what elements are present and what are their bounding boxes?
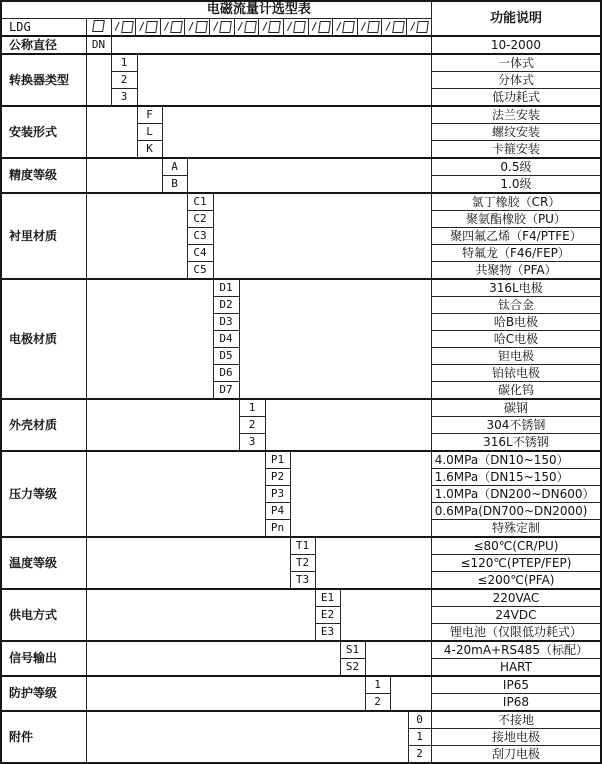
option-code-cell: 1: [111, 54, 137, 72]
category-left-spacer: [86, 193, 187, 279]
option-code-cell: C4: [187, 245, 213, 262]
slash-code-box: /: [235, 19, 260, 35]
option-desc-cell: 10-2000: [431, 36, 601, 54]
slash-code-box: /: [284, 19, 309, 35]
slash-code-box: /: [259, 19, 284, 35]
option-desc-cell: 卡箍安装: [431, 141, 601, 159]
category-label: 公称直径: [1, 36, 86, 54]
option-code-cell: E1: [315, 589, 340, 607]
category-label: 电极材质: [1, 279, 86, 399]
option-code-cell: DN: [86, 36, 111, 54]
function-column-header: 功能说明: [431, 1, 601, 36]
option-desc-cell: 低功耗式: [431, 89, 601, 107]
option-code-cell: 3: [239, 434, 265, 452]
code-box-icon: [121, 21, 134, 33]
option-desc-cell: 4-20mA+RS485（标配）: [431, 641, 601, 659]
option-code-cell: 2: [111, 72, 137, 89]
slash-code-box: /: [112, 19, 137, 35]
option-code-cell: B: [162, 176, 187, 194]
model-code-strip: [111, 19, 431, 37]
option-code-cell: E3: [315, 624, 340, 642]
option-desc-cell: 锂电池（仅限低功耗式）: [431, 624, 601, 642]
code-box-icon: [219, 21, 232, 33]
option-desc-cell: ≤80℃(CR/PU): [431, 537, 601, 555]
slash-code-box: /: [382, 19, 407, 35]
option-code-cell: T1: [290, 537, 315, 555]
option-code-cell: 1: [408, 729, 431, 746]
category-left-spacer: [86, 676, 365, 711]
category-left-spacer: [86, 451, 265, 537]
slash-code-box: /: [333, 19, 358, 35]
option-code-cell: C1: [187, 193, 213, 211]
option-code-cell: F: [137, 106, 162, 124]
option-desc-cell: 1.0MPa（DN200~DN600）: [431, 486, 601, 503]
option-code-cell: D6: [213, 365, 239, 382]
option-desc-cell: 0.5级: [431, 158, 601, 176]
option-code-cell: T3: [290, 572, 315, 590]
category-right-spacer: [365, 641, 431, 676]
category-left-spacer: [86, 589, 315, 641]
option-desc-cell: 316L不锈钢: [431, 434, 601, 452]
category-label: 防护等级: [1, 676, 86, 711]
code-box-icon: [170, 21, 183, 33]
option-code-cell: D1: [213, 279, 239, 297]
option-desc-cell: 不接地: [431, 711, 601, 729]
option-code-cell: 1: [365, 676, 390, 694]
option-desc-cell: 共聚物（PFA）: [431, 262, 601, 280]
code-box-icon: [416, 21, 429, 33]
code-box-icon: [367, 21, 380, 33]
code-box-icon: [392, 21, 405, 33]
option-code-cell: D5: [213, 348, 239, 365]
option-desc-cell: 哈B电极: [431, 314, 601, 331]
option-code-cell: L: [137, 124, 162, 141]
code-box-icon: [269, 21, 282, 33]
category-left-spacer: [86, 54, 111, 106]
code-box-icon: [145, 21, 158, 33]
option-desc-cell: 一体式: [431, 54, 601, 72]
option-code-cell: D4: [213, 331, 239, 348]
option-code-cell: 2: [239, 417, 265, 434]
slash-code-box: /: [358, 19, 383, 35]
option-desc-cell: 聚四氟乙烯（F4/PTFE）: [431, 228, 601, 245]
option-desc-cell: 4.0MPa（DN10~150）: [431, 451, 601, 469]
option-desc-cell: 24VDC: [431, 607, 601, 624]
option-code-cell: A: [162, 158, 187, 176]
category-label: 供电方式: [1, 589, 86, 641]
option-code-cell: T2: [290, 555, 315, 572]
option-desc-cell: 304不锈钢: [431, 417, 601, 434]
option-code-cell: K: [137, 141, 162, 159]
category-right-spacer: [340, 589, 431, 641]
category-right-spacer: [187, 158, 431, 193]
option-code-cell: Pn: [265, 520, 290, 538]
category-label: 外壳材质: [1, 399, 86, 451]
category-right-spacer: [162, 106, 431, 158]
slash-code-box: /: [210, 19, 235, 35]
category-left-spacer: [86, 106, 137, 158]
option-code-cell: 1: [239, 399, 265, 417]
model-code-box: [86, 19, 111, 37]
option-code-cell: D2: [213, 297, 239, 314]
category-right-spacer: [137, 54, 431, 106]
option-code-cell: D3: [213, 314, 239, 331]
option-desc-cell: 220VAC: [431, 589, 601, 607]
category-label: 压力等级: [1, 451, 86, 537]
code-box-icon: [293, 21, 306, 33]
category-left-spacer: [86, 537, 290, 589]
option-desc-cell: ≤120℃(PTEP/FEP): [431, 555, 601, 572]
option-code-cell: P4: [265, 503, 290, 520]
option-desc-cell: 钛合金: [431, 297, 601, 314]
code-box-icon: [244, 21, 257, 33]
slash-code-box: /: [161, 19, 186, 35]
option-desc-cell: 1.0级: [431, 176, 601, 194]
category-label: 温度等级: [1, 537, 86, 589]
category-label: 转换器类型: [1, 54, 86, 106]
option-desc-cell: 特氟龙（F46/FEP）: [431, 245, 601, 262]
option-desc-cell: 铂铱电极: [431, 365, 601, 382]
option-desc-cell: 接地电极: [431, 729, 601, 746]
option-code-cell: P2: [265, 469, 290, 486]
option-code-cell: 2: [365, 694, 390, 712]
category-label: 安装形式: [1, 106, 86, 158]
slash-code-box: /: [185, 19, 210, 35]
category-left-spacer: [86, 399, 239, 451]
option-desc-cell: 哈C电极: [431, 331, 601, 348]
option-code-cell: P3: [265, 486, 290, 503]
category-right-spacer: [111, 36, 431, 54]
model-prefix-label: LDG: [1, 19, 86, 37]
option-desc-cell: 碳钢: [431, 399, 601, 417]
option-code-cell: C2: [187, 211, 213, 228]
slash-code-box: /: [309, 19, 334, 35]
code-box-icon: [195, 21, 208, 33]
slash-code-box: /: [136, 19, 161, 35]
category-label: 附件: [1, 711, 86, 763]
category-label: 衬里材质: [1, 193, 86, 279]
option-desc-cell: IP65: [431, 676, 601, 694]
option-desc-cell: 法兰安装: [431, 106, 601, 124]
option-desc-cell: ≤200℃(PFA): [431, 572, 601, 590]
option-desc-cell: 螺纹安装: [431, 124, 601, 141]
category-right-spacer: [213, 193, 431, 279]
option-desc-cell: 钽电极: [431, 348, 601, 365]
option-code-cell: C5: [187, 262, 213, 280]
option-desc-cell: 316L电极: [431, 279, 601, 297]
category-left-spacer: [86, 158, 162, 193]
option-code-cell: 2: [408, 746, 431, 764]
category-left-spacer: [86, 711, 408, 763]
category-left-spacer: [86, 279, 213, 399]
category-right-spacer: [265, 399, 431, 451]
option-desc-cell: HART: [431, 659, 601, 677]
option-code-cell: S2: [340, 659, 365, 677]
option-code-cell: C3: [187, 228, 213, 245]
sheet-title: 电磁流量计选型表: [1, 1, 431, 19]
option-code-cell: S1: [340, 641, 365, 659]
option-desc-cell: 氯丁橡胶（CR）: [431, 193, 601, 211]
option-desc-cell: 1.6MPa（DN15~150）: [431, 469, 601, 486]
category-right-spacer: [390, 676, 431, 711]
option-desc-cell: 碳化钨: [431, 382, 601, 400]
code-box-icon: [92, 20, 105, 32]
category-label: 精度等级: [1, 158, 86, 193]
category-right-spacer: [239, 279, 431, 399]
option-code-cell: P1: [265, 451, 290, 469]
category-label: 信号输出: [1, 641, 86, 676]
option-desc-cell: 聚氨酯橡胶（PU）: [431, 211, 601, 228]
code-box-icon: [342, 21, 355, 33]
option-desc-cell: IP68: [431, 694, 601, 712]
option-desc-cell: 分体式: [431, 72, 601, 89]
option-code-cell: 0: [408, 711, 431, 729]
category-right-spacer: [315, 537, 431, 589]
option-code-cell: 3: [111, 89, 137, 107]
code-box-icon: [318, 21, 331, 33]
category-right-spacer: [290, 451, 431, 537]
option-desc-cell: 0.6MPa(DN700~DN2000): [431, 503, 601, 520]
option-code-cell: E2: [315, 607, 340, 624]
option-desc-cell: 特殊定制: [431, 520, 601, 538]
slash-code-box: /: [407, 19, 431, 35]
option-code-cell: D7: [213, 382, 239, 400]
category-left-spacer: [86, 641, 340, 676]
option-desc-cell: 刮刀电极: [431, 746, 601, 764]
